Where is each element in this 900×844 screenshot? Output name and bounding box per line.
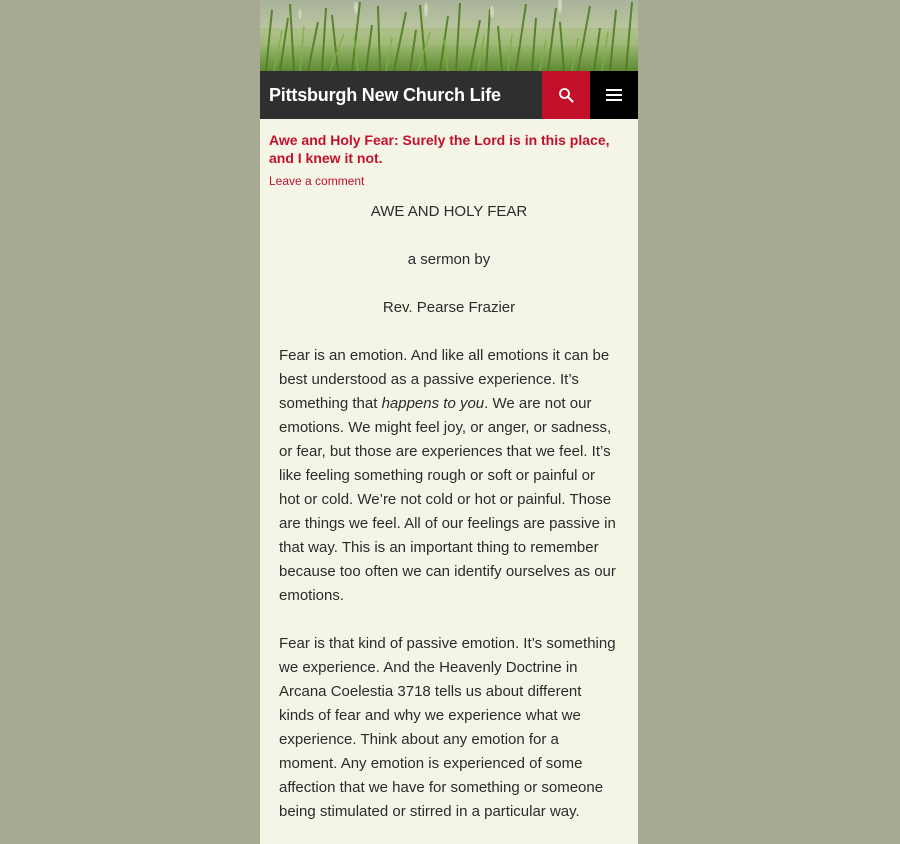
paragraph-2: Fear is that kind of passive emotion. It’s something we experience. And the Heavenly Doctrine in Arcana Coelestia 3718 tells us about different kinds of fear and why we experience what we experience. Think about any emotion for a moment. Any emotion is experienced of some affection that we have for something or someone being stimulated or stirred in a particular way.: [279, 635, 616, 820]
paragraph-1-text-a: Fear is an emotion. And like all emotions it can be best understood as a passive experience. It’s something that: [279, 347, 610, 412]
leave-comment-link[interactable]: Leave a comment: [269, 174, 365, 188]
paragraph-1-text-b: . We are not our emotions. We might feel joy, or anger, or sadness, or fear, but those are experiences that we feel. It’s like feeling something rough or soft or painful or hot or cold. We’re not cold or hot or painful. Those are things we feel. All of our feelings are passive in that way. This is an important thing to remember because too often we can identify ourselves as our emotions.: [279, 395, 616, 604]
hamburger-menu-icon: [606, 88, 622, 102]
sermon-author: Rev. Pearse Frazier: [382, 299, 516, 316]
post-title[interactable]: Awe and Holy Fear: Surely the Lord is in this place, and I knew it not.: [269, 132, 610, 166]
search-icon: [558, 87, 574, 103]
menu-button[interactable]: [590, 71, 638, 119]
sermon-heading: AWE AND HOLY FEAR: [370, 203, 528, 220]
paragraph-1: [260, 344, 638, 608]
sermon-byline: a sermon by: [407, 251, 491, 268]
page-column: [260, 0, 638, 844]
header-image: [260, 0, 638, 71]
site-header-bar: [260, 71, 638, 119]
site-title[interactable]: Pittsburgh New Church Life: [269, 85, 501, 105]
post-content: [260, 200, 638, 844]
grass-image: [260, 0, 638, 71]
paragraph-1-emphasis: happens to you: [381, 395, 485, 412]
search-button[interactable]: [542, 71, 590, 119]
